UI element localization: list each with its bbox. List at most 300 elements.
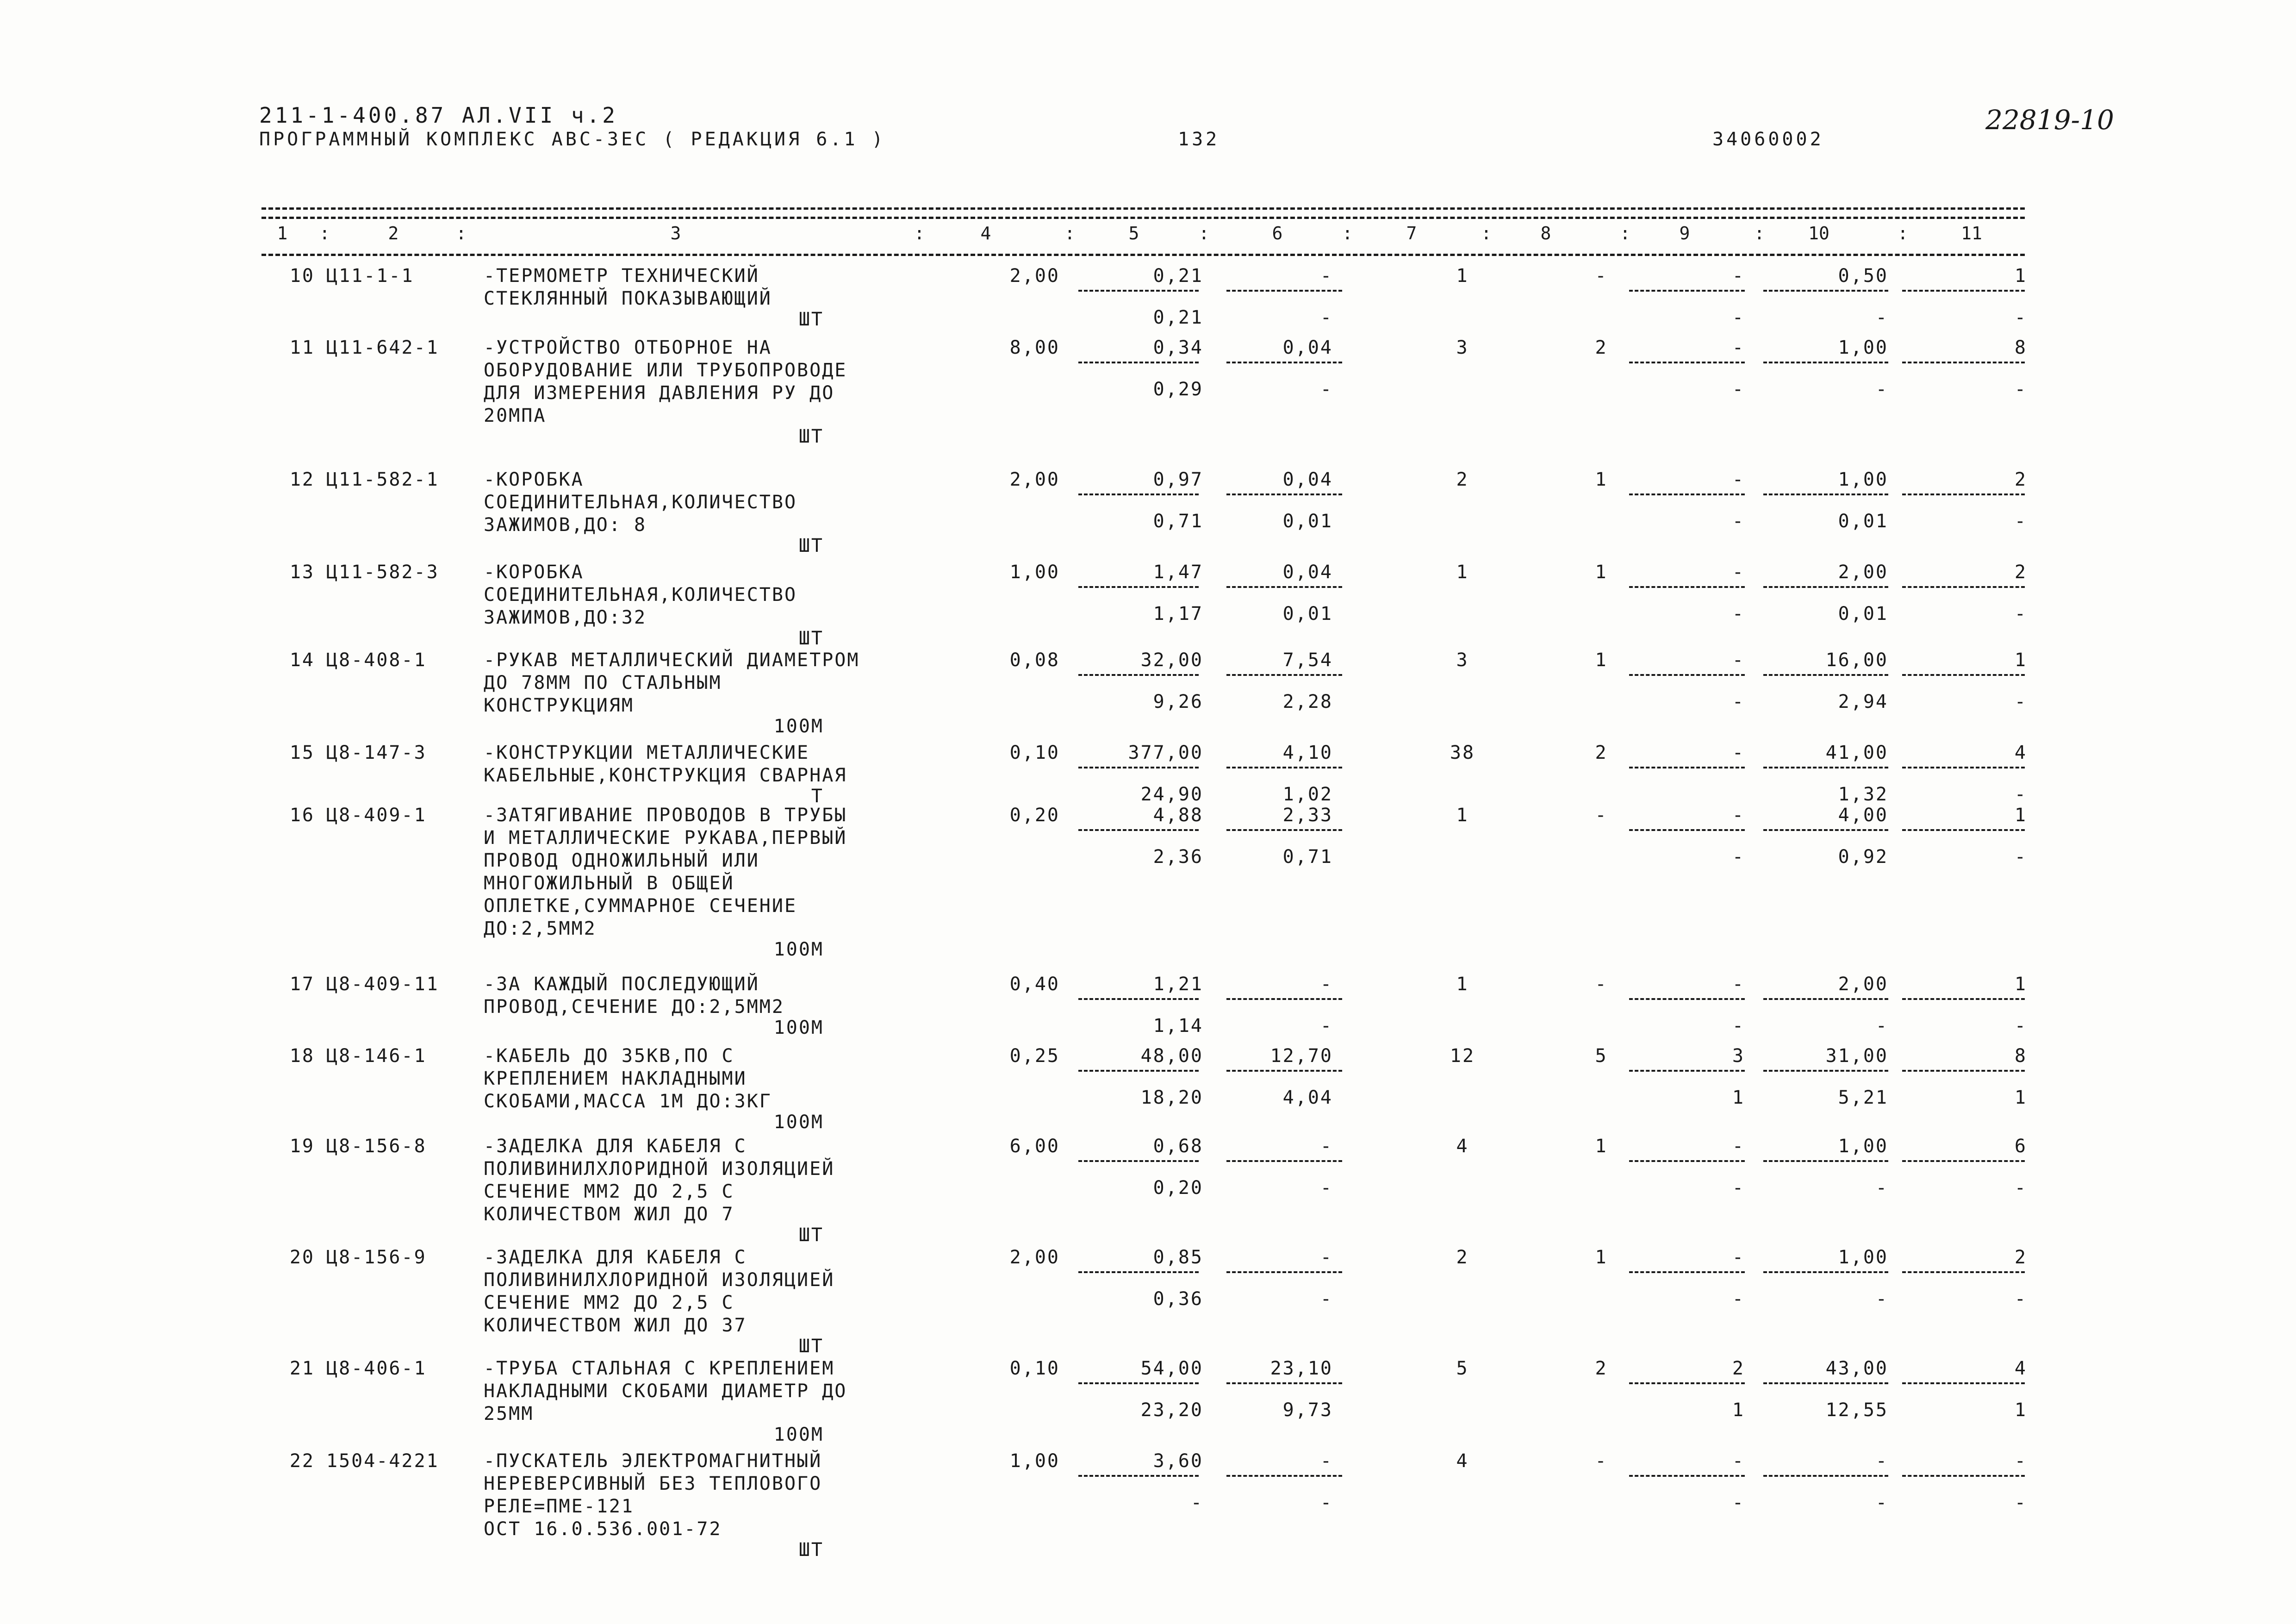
column-separator: : [1481, 223, 1492, 244]
col-9-value: - [1732, 337, 1745, 358]
col-6-value: - [1320, 974, 1333, 995]
cell-underline [1763, 493, 1888, 495]
column-separator: : [319, 223, 330, 244]
col-9-value-2: - [1732, 307, 1745, 328]
cell-underline [1226, 674, 1342, 676]
col-5-value-2: 0,29 [1153, 379, 1203, 400]
col-6-value: 0,04 [1282, 337, 1333, 358]
col-11-value: 8 [2014, 1045, 2027, 1067]
col-10-value-2: 1,32 [1838, 784, 1888, 805]
description-line: СТЕКЛЯННЫЙ ПОКАЗЫВАЮЩИЙ [484, 288, 772, 309]
program-title: ПРОГРАММНЫЙ КОМПЛЕКС АВС-ЗЕС ( РЕДАКЦИЯ 6.1 ) [259, 129, 886, 150]
description-line: -ТЕРМОМЕТР ТЕХНИЧЕСКИЙ [484, 265, 759, 287]
table-row [0, 972, 2296, 1038]
col-8-value: 2 [1595, 337, 1608, 358]
col-5-value: 0,68 [1153, 1136, 1203, 1157]
col-7-value: 12 [1450, 1045, 1475, 1067]
description-line: -ЗА КАЖДЫЙ ПОСЛЕДУЮЩИЙ [484, 974, 759, 995]
unit: 100М [773, 1112, 824, 1133]
col-11-value-2: - [2014, 307, 2027, 328]
cell-underline [1902, 290, 2025, 292]
table-row [0, 803, 2296, 960]
col-10-value: 4,00 [1838, 805, 1888, 826]
cell-underline [1763, 362, 1888, 363]
col-4-value: 2,00 [1009, 265, 1060, 287]
col-11-value: 2 [2014, 562, 2027, 583]
col-9-value-2: - [1732, 846, 1745, 868]
cell-underline [1629, 1160, 1745, 1162]
cell-underline [1902, 362, 2025, 363]
col-4-value: 0,10 [1009, 1358, 1060, 1379]
cell-underline [1226, 767, 1342, 768]
col-7-value: 3 [1456, 650, 1469, 671]
row-number: 18 [289, 1045, 315, 1067]
cell-underline [1902, 1160, 2025, 1162]
col-10-value-2: - [1875, 1177, 1888, 1199]
col-7-value: 4 [1456, 1450, 1469, 1472]
col-6-value-2: 0,01 [1282, 511, 1333, 532]
table-row [0, 741, 2296, 807]
col-5-value: 4,88 [1153, 805, 1203, 826]
row-number: 13 [289, 562, 315, 583]
table-row [0, 560, 2296, 649]
col-10-value: 41,00 [1825, 742, 1888, 763]
col-8-value: - [1595, 974, 1608, 995]
cell-underline [1078, 362, 1199, 363]
col-11-value-2: 1 [2014, 1399, 2027, 1421]
norm-code: Ц11-582-3 [326, 562, 439, 583]
col-7-value: 3 [1456, 337, 1469, 358]
cell-underline [1902, 1271, 2025, 1273]
col-10-value: 1,00 [1838, 1247, 1888, 1268]
column-number: 5 [1128, 223, 1139, 244]
col-7-value: 4 [1456, 1136, 1469, 1157]
col-10-value: 1,00 [1838, 1136, 1888, 1157]
col-4-value: 2,00 [1009, 1247, 1060, 1268]
description-line: ПОЛИВИНИЛХЛОРИДНОЙ ИЗОЛЯЦИЕЙ [484, 1269, 835, 1291]
col-8-value: 1 [1595, 469, 1608, 490]
cell-underline [1902, 1382, 2025, 1384]
norm-code: Ц8-409-1 [326, 805, 427, 826]
col-6-value-2: - [1320, 1015, 1333, 1037]
norm-code: Ц8-156-9 [326, 1247, 427, 1268]
norm-code: 1504-4221 [326, 1450, 439, 1472]
col-11-value: 2 [2014, 469, 2027, 490]
cell-underline [1629, 1475, 1745, 1477]
col-10-value-2: - [1875, 1015, 1888, 1037]
description-line: ОПЛЕТКЕ,СУММАРНОЕ СЕЧЕНИЕ [484, 895, 797, 917]
table-row [0, 1356, 2296, 1445]
row-number: 12 [289, 469, 315, 490]
col-9-value: - [1732, 805, 1745, 826]
row-number: 11 [289, 337, 315, 358]
cell-underline [1226, 362, 1342, 363]
col-8-value: 1 [1595, 650, 1608, 671]
cell-underline [1763, 1271, 1888, 1273]
col-9-value-2: - [1732, 1492, 1745, 1513]
col-11-value: 1 [2014, 974, 2027, 995]
col-4-value: 8,00 [1009, 337, 1060, 358]
description-line: ОБОРУДОВАНИЕ ИЛИ ТРУБОПРОВОДЕ [484, 360, 847, 381]
cell-underline [1902, 1475, 2025, 1477]
cell-underline [1629, 674, 1745, 676]
description-line: 25ММ [484, 1403, 534, 1424]
col-9-value: - [1732, 650, 1745, 671]
row-number: 10 [289, 265, 315, 287]
norm-code: Ц8-406-1 [326, 1358, 427, 1379]
description-line: 20МПА [484, 405, 547, 426]
col-11-value: 2 [2014, 1247, 2027, 1268]
column-number: 6 [1272, 223, 1283, 244]
col-11-value: 4 [2014, 1358, 2027, 1379]
column-separator: : [456, 223, 467, 244]
col-4-value: 0,20 [1009, 805, 1060, 826]
col-6-value: 2,33 [1282, 805, 1333, 826]
column-number: 11 [1961, 223, 1982, 244]
cell-underline [1226, 1070, 1342, 1072]
col-6-value: - [1320, 1450, 1333, 1472]
cell-underline [1763, 829, 1888, 831]
column-separator: : [914, 223, 925, 244]
row-number: 15 [289, 742, 315, 763]
col-11-value-2: - [2014, 691, 2027, 712]
description-line: НЕРЕВЕРСИВНЫЙ БЕЗ ТЕПЛОВОГО [484, 1473, 822, 1494]
norm-code: Ц11-642-1 [326, 337, 439, 358]
col-10-value-2: - [1875, 379, 1888, 400]
cell-underline [1629, 493, 1745, 495]
table-row [0, 468, 2296, 556]
table-row [0, 264, 2296, 330]
cell-underline [1763, 290, 1888, 292]
col-4-value: 2,00 [1009, 469, 1060, 490]
col-9-value-2: - [1732, 603, 1745, 625]
col-5-value: 0,97 [1153, 469, 1203, 490]
col-6-value-2: 9,73 [1282, 1399, 1333, 1421]
cell-underline [1629, 998, 1745, 1000]
description-line: КОНСТРУКЦИЯМ [484, 695, 634, 716]
col-10-value: 16,00 [1825, 650, 1888, 671]
col-7-value: 1 [1456, 974, 1469, 995]
description-line: -РУКАВ МЕТАЛЛИЧЕСКИЙ ДИАМЕТРОМ [484, 650, 860, 671]
cell-underline [1902, 998, 2025, 1000]
description-line: -КОРОБКА [484, 562, 584, 583]
col-9-value: - [1732, 1247, 1745, 1268]
col-10-value: 31,00 [1825, 1045, 1888, 1067]
col-10-value: - [1875, 1450, 1888, 1472]
norm-code: Ц8-409-11 [326, 974, 439, 995]
table-row [0, 1134, 2296, 1246]
col-6-value-2: - [1320, 307, 1333, 328]
description-line: -УСТРОЙСТВО ОТБОРНОЕ НА [484, 337, 772, 358]
col-5-value-2: - [1190, 1492, 1203, 1513]
column-number: 1 [277, 223, 288, 244]
col-4-value: 0,08 [1009, 650, 1060, 671]
col-5-value: 377,00 [1128, 742, 1203, 763]
cell-underline [1902, 674, 2025, 676]
cell-underline [1226, 1382, 1342, 1384]
unit: ШТ [798, 535, 824, 556]
table-row [0, 1245, 2296, 1357]
col-11-value: 1 [2014, 805, 2027, 826]
col-6-value-2: 0,01 [1282, 603, 1333, 625]
col-4-value: 0,10 [1009, 742, 1060, 763]
cell-underline [1629, 362, 1745, 363]
description-line: -ЗАДЕЛКА ДЛЯ КАБЕЛЯ С [484, 1136, 747, 1157]
col-10-value-2: 0,01 [1838, 603, 1888, 625]
table-row [0, 1044, 2296, 1133]
cell-underline [1629, 829, 1745, 831]
norm-code: Ц8-408-1 [326, 650, 427, 671]
description-line: СОЕДИНИТЕЛЬНАЯ,КОЛИЧЕСТВО [484, 492, 797, 513]
cell-underline [1078, 1475, 1199, 1477]
col-7-value: 1 [1456, 562, 1469, 583]
col-6-value: 23,10 [1270, 1358, 1333, 1379]
col-11-value-2: - [2014, 784, 2027, 805]
row-number: 20 [289, 1247, 315, 1268]
description-line: -ПУСКАТЕЛЬ ЭЛЕКТРОМАГНИТНЫЙ [484, 1450, 822, 1472]
col-11-value: 1 [2014, 265, 2027, 287]
description-line: -ЗАДЕЛКА ДЛЯ КАБЕЛЯ С [484, 1247, 747, 1268]
column-separator: : [1898, 223, 1908, 244]
col-4-value: 6,00 [1009, 1136, 1060, 1157]
col-7-value: 2 [1456, 469, 1469, 490]
col-10-value: 1,00 [1838, 337, 1888, 358]
col-8-value: - [1595, 1450, 1608, 1472]
col-9-value-2: - [1732, 1177, 1745, 1199]
col-9-value-2: - [1732, 379, 1745, 400]
unit: ШТ [798, 628, 824, 649]
unit: ШТ [798, 309, 824, 330]
col-6-value: - [1320, 265, 1333, 287]
col-6-value: 0,04 [1282, 562, 1333, 583]
cell-underline [1629, 1271, 1745, 1273]
cell-underline [1629, 1070, 1745, 1072]
col-9-value: 3 [1732, 1045, 1745, 1067]
cell-underline [1763, 1382, 1888, 1384]
cell-underline [1902, 1070, 2025, 1072]
col-5-value: 32,00 [1140, 650, 1203, 671]
cell-underline [1629, 1382, 1745, 1384]
cell-underline [1078, 1271, 1199, 1273]
col-9-value: - [1732, 562, 1745, 583]
row-number: 17 [289, 974, 315, 995]
col-5-value-2: 0,20 [1153, 1177, 1203, 1199]
col-8-value: - [1595, 265, 1608, 287]
description-line: -ТРУБА СТАЛЬНАЯ С КРЕПЛЕНИЕМ [484, 1358, 835, 1379]
col-5-value-2: 1,17 [1153, 603, 1203, 625]
col-6-value: 7,54 [1282, 650, 1333, 671]
cell-underline [1078, 586, 1199, 588]
col-10-value-2: 0,01 [1838, 511, 1888, 532]
unit: Т [811, 786, 824, 807]
col-6-value: 4,10 [1282, 742, 1333, 763]
cell-underline [1078, 674, 1199, 676]
col-10-value: 2,00 [1838, 562, 1888, 583]
cell-underline [1078, 290, 1199, 292]
col-8-value: 2 [1595, 742, 1608, 763]
cell-underline [1902, 767, 2025, 768]
norm-code: Ц8-156-8 [326, 1136, 427, 1157]
description-line: КРЕПЛЕНИЕМ НАКЛАДНЫМИ [484, 1068, 747, 1089]
col-5-value: 1,47 [1153, 562, 1203, 583]
description-line: ПРОВОД,СЕЧЕНИЕ ДО:2,5ММ2 [484, 996, 784, 1018]
description-line: НАКЛАДНЫМИ СКОБАМИ ДИАМЕТР ДО [484, 1380, 847, 1402]
cell-underline [1629, 290, 1745, 292]
col-8-value: - [1595, 805, 1608, 826]
description-line: ОСТ 16.0.536.001-72 [484, 1518, 722, 1540]
col-9-value-2: 1 [1732, 1087, 1745, 1108]
cell-underline [1078, 1382, 1199, 1384]
col-5-value-2: 23,20 [1140, 1399, 1203, 1421]
col-9-value-2: - [1732, 1288, 1745, 1310]
col-11-value: 6 [2014, 1136, 2027, 1157]
col-5-value: 0,85 [1153, 1247, 1203, 1268]
column-number: 7 [1406, 223, 1417, 244]
col-5-value: 0,34 [1153, 337, 1203, 358]
col-5-value-2: 24,90 [1140, 784, 1203, 805]
norm-code: Ц8-147-3 [326, 742, 427, 763]
norm-code: Ц8-146-1 [326, 1045, 427, 1067]
col-10-value: 1,00 [1838, 469, 1888, 490]
table-row [0, 648, 2296, 737]
cell-underline [1078, 767, 1199, 768]
col-7-value: 5 [1456, 1358, 1469, 1379]
col-9-value: - [1732, 1450, 1745, 1472]
col-9-value-2: - [1732, 511, 1745, 532]
description-line: ЗАЖИМОВ,ДО:32 [484, 607, 647, 628]
col-10-value-2: 12,55 [1825, 1399, 1888, 1421]
doc-code: 211-1-400.87 АЛ.VII ч.2 [259, 103, 618, 128]
column-separator: : [1199, 223, 1209, 244]
col-5-value-2: 1,14 [1153, 1015, 1203, 1037]
col-5-value-2: 0,36 [1153, 1288, 1203, 1310]
col-8-value: 2 [1595, 1358, 1608, 1379]
col-10-value: 43,00 [1825, 1358, 1888, 1379]
description-line: МНОГОЖИЛЬНЫЙ В ОБЩЕЙ [484, 873, 734, 894]
description-line: РЕЛЕ=ПМЕ-121 [484, 1496, 634, 1517]
description-line: -ЗАТЯГИВАНИЕ ПРОВОДОВ В ТРУБЫ [484, 805, 847, 826]
col-11-value-2: - [2014, 1177, 2027, 1199]
description-line: ЗАЖИМОВ,ДО: 8 [484, 514, 647, 536]
col-6-value-2: - [1320, 1492, 1333, 1513]
cell-underline [1763, 586, 1888, 588]
description-line: ДО:2,5ММ2 [484, 918, 597, 939]
cell-underline [1226, 998, 1342, 1000]
column-separator: : [1342, 223, 1353, 244]
col-10-value-2: 5,21 [1838, 1087, 1888, 1108]
col-8-value: 1 [1595, 1136, 1608, 1157]
col-5-value-2: 18,20 [1140, 1087, 1203, 1108]
col-8-value: 1 [1595, 562, 1608, 583]
col-5-value-2: 2,36 [1153, 846, 1203, 868]
col-5-value: 48,00 [1140, 1045, 1203, 1067]
col-6-value-2: - [1320, 1288, 1333, 1310]
col-7-value: 2 [1456, 1247, 1469, 1268]
column-number: 10 [1808, 223, 1829, 244]
cell-underline [1078, 1070, 1199, 1072]
description-line: -КОРОБКА [484, 469, 584, 490]
description-line: ПРОВОД ОДНОЖИЛЬНЫЙ ИЛИ [484, 850, 759, 871]
description-line: СКОБАМИ,МАССА 1М ДО:3КГ [484, 1091, 772, 1112]
col-11-value-2: 1 [2014, 1087, 2027, 1108]
col-10-value: 2,00 [1838, 974, 1888, 995]
col-6-value-2: - [1320, 1177, 1333, 1199]
col-9-value-2: - [1732, 1015, 1745, 1037]
col-10-value-2: - [1875, 1288, 1888, 1310]
col-5-value-2: 0,71 [1153, 511, 1203, 532]
col-6-value: 0,04 [1282, 469, 1333, 490]
col-6-value-2: 0,71 [1282, 846, 1333, 868]
column-number: 9 [1679, 223, 1690, 244]
col-11-value-2: - [2014, 511, 2027, 532]
column-number: 3 [670, 223, 681, 244]
col-6-value: 12,70 [1270, 1045, 1333, 1067]
column-number: 2 [388, 223, 399, 244]
row-number: 22 [289, 1450, 315, 1472]
col-6-value: - [1320, 1247, 1333, 1268]
cell-underline [1226, 1160, 1342, 1162]
col-11-value-2: - [2014, 1015, 2027, 1037]
unit: ШТ [798, 1224, 824, 1246]
cell-underline [1629, 767, 1745, 768]
cell-underline [1226, 493, 1342, 495]
page-number: 132 [1178, 129, 1220, 150]
cell-underline [1902, 493, 2025, 495]
col-5-value: 0,21 [1153, 265, 1203, 287]
cell-underline [1763, 1475, 1888, 1477]
col-10-value: 0,50 [1838, 265, 1888, 287]
col-8-value: 1 [1595, 1247, 1608, 1268]
col-4-value: 0,40 [1009, 974, 1060, 995]
col-11-value: - [2014, 1450, 2027, 1472]
col-11-value: 4 [2014, 742, 2027, 763]
col-9-value-2: 1 [1732, 1399, 1745, 1421]
col-9-value: - [1732, 265, 1745, 287]
description-line: ДО 78ММ ПО СТАЛЬНЫМ [484, 672, 722, 693]
col-5-value: 1,21 [1153, 974, 1203, 995]
unit: ШТ [798, 426, 824, 447]
description-line: СОЕДИНИТЕЛЬНАЯ,КОЛИЧЕСТВО [484, 584, 797, 606]
col-6-value-2: 1,02 [1282, 784, 1333, 805]
cell-underline [1078, 829, 1199, 831]
row-number: 21 [289, 1358, 315, 1379]
col-11-value-2: - [2014, 603, 2027, 625]
description-line: ПОЛИВИНИЛХЛОРИДНОЙ ИЗОЛЯЦИЕЙ [484, 1158, 835, 1180]
cell-underline [1226, 1475, 1342, 1477]
description-line: КОЛИЧЕСТВОМ ЖИЛ ДО 37 [484, 1315, 747, 1336]
col-5-value: 54,00 [1140, 1358, 1203, 1379]
cell-underline [1763, 674, 1888, 676]
col-11-value-2: - [2014, 1288, 2027, 1310]
col-11-value: 8 [2014, 337, 2027, 358]
column-separator: : [1620, 223, 1630, 244]
col-5-value-2: 0,21 [1153, 307, 1203, 328]
col-11-value: 1 [2014, 650, 2027, 671]
norm-code: Ц11-582-1 [326, 469, 439, 490]
col-9-value: - [1732, 974, 1745, 995]
col-11-value-2: - [2014, 379, 2027, 400]
col-7-value: 1 [1456, 265, 1469, 287]
unit: 100М [773, 716, 824, 737]
unit: 100М [773, 1424, 824, 1445]
col-9-value: 2 [1732, 1358, 1745, 1379]
column-separator: : [1064, 223, 1075, 244]
col-5-value-2: 9,26 [1153, 691, 1203, 712]
norm-code: Ц11-1-1 [326, 265, 414, 287]
col-10-value-2: - [1875, 307, 1888, 328]
cell-underline [1078, 493, 1199, 495]
col-7-value: 38 [1450, 742, 1475, 763]
